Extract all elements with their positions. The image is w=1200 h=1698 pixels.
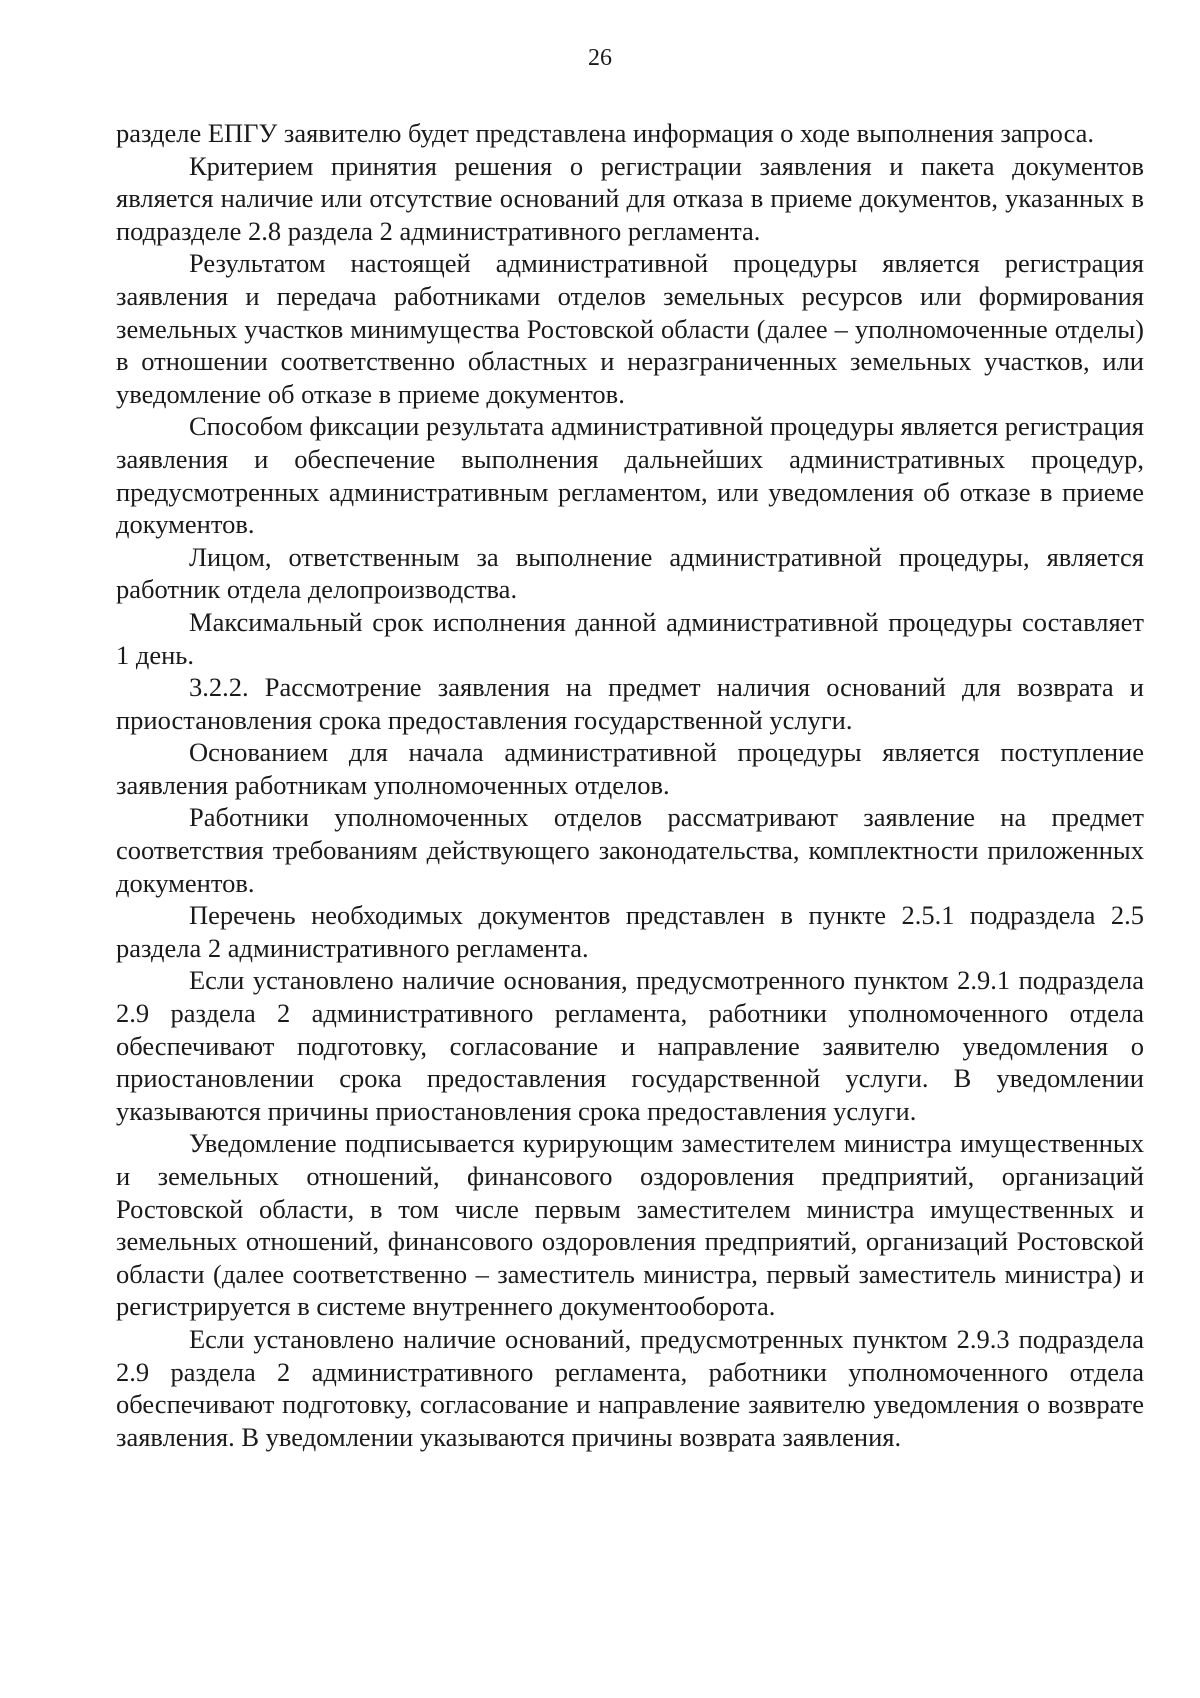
paragraph: разделе ЕПГУ заявителю будет представлена информация о ходе выполнения запроса. (116, 118, 1095, 148)
paragraph: Работники уполномоченных отделов рассматривают заявление на предмет соответствия требованиям действующего законодательства, комплектности приложенных документов. (116, 802, 1144, 898)
paragraph: Уведомление подписывается курирующим заместителем министра имущественных и земельных отношений, финансового оздоровления предприятий, организаций Ростовской области, в том числе первым заместителем министра имущественных и земельных отношений, финансового оздоровления предприятий, организаций Ростовской области (далее соответственно – заместитель министра, первый заместитель министра) и регистрируется в системе внутреннего документооборота. (116, 1128, 1144, 1322)
paragraph: Лицом, ответственным за выполнение административной процедуры, является работник отдела делопроизводства. (116, 541, 1144, 605)
paragraph: Критерием принятия решения о регистрации заявления и пакета документов является наличие или отсутствие оснований для отказа в приеме документов, указанных в подразделе 2.8 раздела 2 административного регламента. (116, 150, 1144, 246)
paragraph: Максимальный срок исполнения данной административной процедуры составляет 1 день. (116, 606, 1144, 670)
paragraph: Перечень необходимых документов представлен в пункте 2.5.1 подраздела 2.5 раздела 2 административного регламента. (116, 900, 1144, 963)
paragraph: Если установлено наличие основания, предусмотренного пунктом 2.9.1 подраздела 2.9 раздела 2 административного регламента, работники уполномоченного отдела обеспечивают подготовку, согласование и направление заявителю уведомления о приостановлении срока предоставления государственной услуги. В уведомлении указываются причины приостановления срока предоставления услуги. (116, 965, 1144, 1126)
page-number: 26 (588, 45, 612, 71)
paragraph: Способом фиксации результата административной процедуры является регистрация заявления и обеспечение выполнения дальнейших административных процедур, предусмотренных административным регламентом, или уведомления об отказе в приеме документов. (116, 411, 1144, 540)
paragraph: Результатом настоящей административной процедуры является регистрация заявления и передача работниками отделов земельных ресурсов или формирования земельных участков минимущества Ростовской области (далее – уполномоченные отделы) в отношении соответственно областных и неразграниченных земельных участков, или уведомление об отказе в приеме документов. (116, 248, 1144, 409)
paragraph: 3.2.2. Рассмотрение заявления на предмет наличия оснований для возврата и приостановления срока предоставления государственной услуги. (116, 672, 1144, 735)
paragraph: Если установлено наличие оснований, предусмотренных пунктом 2.9.3 подраздела 2.9 раздела 2 административного регламента, работники уполномоченного отдела обеспечивают подготовку, согласование и направление заявителю уведомления о возврате заявления. В уведомлении указываются причины возврата заявления. (116, 1323, 1144, 1452)
document-body (116, 117, 1144, 1453)
paragraph: Основанием для начала административной процедуры является поступление заявления работникам уполномоченных отделов. (116, 737, 1144, 800)
